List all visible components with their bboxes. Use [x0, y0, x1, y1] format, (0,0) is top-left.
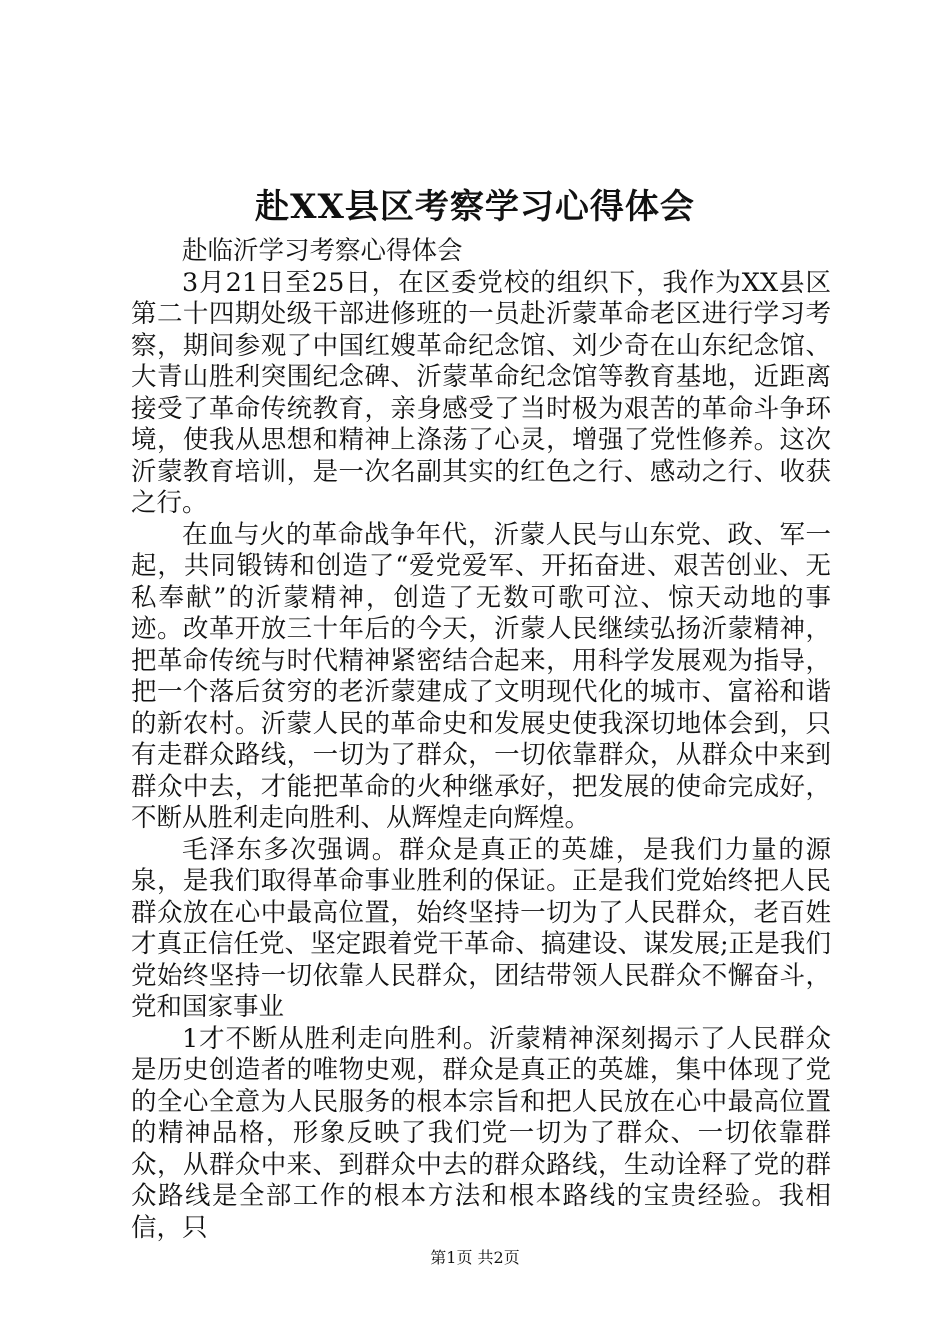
paragraph: 1才不断从胜利走向胜利。沂蒙精神深刻揭示了人民群众是历史创造者的唯物史观，群众是真正的英雄，集中体现了党的全心全意为人民服务的根本宗旨和把人民放在心中最高位置的精神品格，形象反映了我们党一切为了群众、一切依靠群众，从群众中来、到群众中去的群众路线，生动诠释了党的群众路线是全部工作的根本方法和根本路线的宝贵经验。我相信，只	[131, 1023, 831, 1243]
paragraph: 毛泽东多次强调。群众是真正的英雄，是我们力量的源泉，是我们取得革命事业胜利的保证。正是我们党始终把人民群众放在心中最高位置，始终坚持一切为了人民群众，老百姓才真正信任党、坚定跟着党干革命、搞建设、谋发展;正是我们党始终坚持一切依靠人民群众，团结带领人民群众不懈奋斗，党和国家事业	[131, 834, 831, 1022]
paragraph-subtitle: 赴临沂学习考察心得体会	[182, 236, 463, 266]
document-body	[131, 236, 831, 1244]
page-footer: 第1页 共2页	[430, 1248, 520, 1267]
paragraph: 在血与火的革命战争年代，沂蒙人民与山东党、政、军一起，共同锻铸和创造了“爱党爱军、开拓奋进、艰苦创业、无私奉献”的沂蒙精神，创造了无数可歌可泣、惊天动地的事迹。改革开放三十年后的今天，沂蒙人民继续弘扬沂蒙精神，把革命传统与时代精神紧密结合起来，用科学发展观为指导，把一个落后贫穷的老沂蒙建成了文明现代化的城市、富裕和谐的新农村。沂蒙人民的革命史和发展史使我深切地体会到，只有走群众路线，一切为了群众，一切依靠群众，从群众中来到群众中去，才能把革命的火种继承好，把发展的使命完成好，不断从胜利走向胜利、从辉煌走向辉煌。	[131, 519, 831, 833]
paragraph: 3月21日至25日，在区委党校的组织下，我作为XX县区第二十四期处级干部进修班的一员赴沂蒙革命老区进行学习考察，期间参观了中国红嫂革命纪念馆、刘少奇在山东纪念馆、大青山胜利突围纪念碑、沂蒙革命纪念馆等教育基地，近距离接受了革命传统教育，亲身感受了当时极为艰苦的革命斗争环境，使我从思想和精神上涤荡了心灵，增强了党性修养。这次沂蒙教育培训，是一次名副其实的红色之行、感动之行、收获之行。	[131, 267, 831, 518]
document-title: 赴XX县区考察学习心得体会	[255, 187, 695, 227]
